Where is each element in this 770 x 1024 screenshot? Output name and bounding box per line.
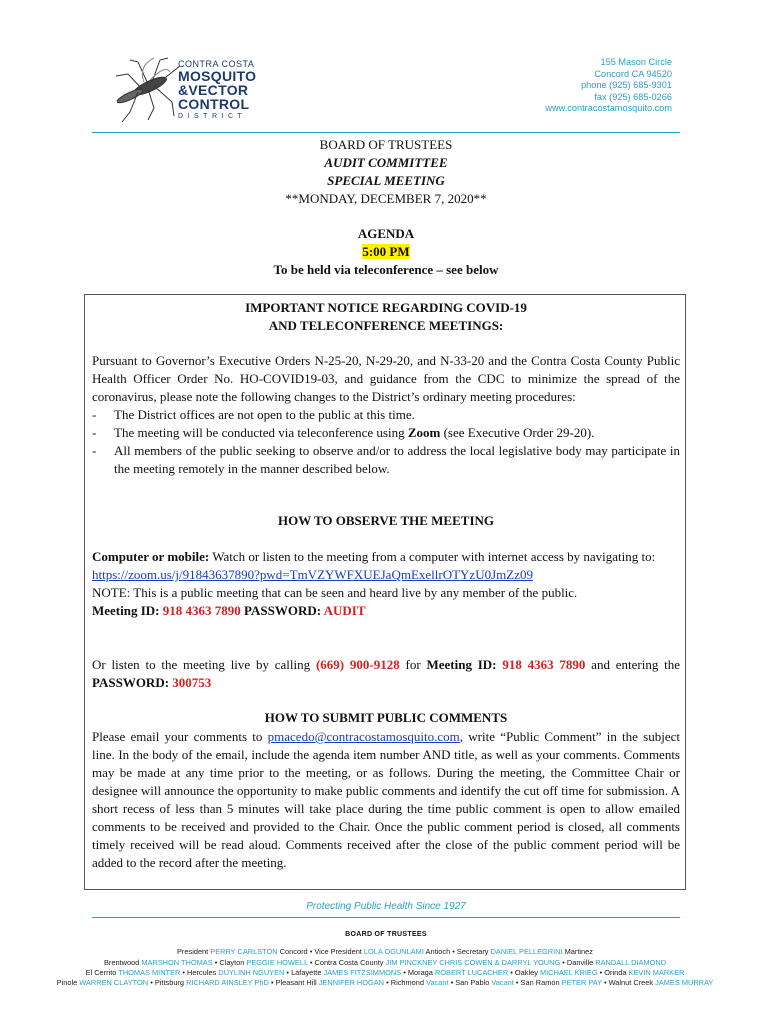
header-divider	[92, 132, 680, 133]
logo-line-2: MOSQUITO	[178, 68, 257, 84]
procedure-list	[92, 406, 680, 478]
notice-intro	[92, 352, 680, 478]
address-website[interactable]: www.contracostamosquito.com	[545, 103, 672, 113]
address-city: Concord CA 94520	[594, 68, 672, 79]
notice-intro-text: Pursuant to Governor’s Executive Orders N-25-20, N-29-20, and N-33-20 and the Contra Costa County Public Health Officer Order No. HO-COVID19-03, and guidance from the CDC to minimize the spread of the coronavirus, please note the following changes to the District’s ordinary meeting procedures:	[92, 353, 680, 404]
list-item: - The meeting will be conducted via teleconference using Zoom (see Executive Order 29-20).	[92, 424, 680, 442]
zoom-label: Zoom	[407, 425, 441, 440]
meeting-date: **MONDAY, DECEMBER 7, 2020**	[285, 191, 487, 206]
list-item: - All members of the public seeking to observe and/or to address the local legislative body may participate in the meeting remotely in the manner described below.	[92, 442, 680, 478]
committee-title: AUDIT COMMITTEE	[324, 155, 448, 170]
agenda-heading: AGENDA	[357, 226, 415, 241]
phone-number: (669) 900-9128	[315, 657, 400, 672]
logo-line-1: CONTRA COSTA	[178, 59, 255, 69]
observe-heading: HOW TO OBSERVE THE MEETING	[277, 513, 495, 528]
computer-label: Computer or mobile:	[92, 549, 210, 564]
board-title: BOARD OF TRUSTEES	[319, 137, 453, 152]
logo-line-4: CONTROL	[178, 96, 250, 112]
phone-password: 300753	[172, 675, 212, 690]
meeting-type: SPECIAL MEETING	[327, 173, 445, 188]
district-logo-text	[178, 60, 256, 120]
trustees-row-1: President PERRY CARLSTON Concord • Vice President LOLA OGUNLAMI Antioch • Secretary DANIEL PELLEGRINI Martinez	[177, 947, 593, 956]
trustees-row-3: El Cerrito THOMAS MINTER • Hercules DUYLINH NGUYEN • Lafayette JAMES FITZSIMMONS • Moraga ROBERT LUCACHER • Oakley MICHAEL KRIEG • Orinda KEVIN MARKER	[85, 968, 685, 977]
footer-divider	[92, 917, 680, 918]
password-value: AUDIT	[323, 603, 366, 618]
tagline: Protecting Public Health Since 1927	[306, 901, 466, 912]
comments-section: Please email your comments to pmacedo@contracostamosquito.com, write “Public Comment” in the subject line. In the body of the email, include the agenda item number AND title, as well as your comments. Comments may be made at any time prior to the meeting, or as follows. During the meeting, the Committee Chair or designee will announce the opportunity to make public comments and identify the cut off time for submission. A short recess of less than 5 minutes will take place during the time public comment is open to allow emailed comments to be received and provided to the Chair. Once the public comment period is closed, all comments timely received will be read aloud. Comments received after the close of the public comment period will be added to the record after the meeting.	[92, 729, 680, 870]
computer-text: Watch or listen to the meeting from a computer with internet access by navigating to:	[209, 549, 656, 564]
password-label: PASSWORD:	[240, 603, 324, 618]
logo-line-5: DISTRICT	[178, 113, 247, 120]
meeting-time: 5:00 PM	[362, 244, 410, 259]
phone-section: Or listen to the meeting live by calling (669) 900-9128 for Meeting ID: 918 4363 7890 and entering the PASSWORD: 300753	[92, 657, 680, 690]
list-item: - The District offices are not open to the public at this time.	[92, 406, 680, 424]
zoom-meeting-link[interactable]: https://zoom.us/j/91843637890?pwd=TmVZYWFXUEJaQmExellrOTYzU0JmZz09	[92, 567, 533, 582]
phone-meeting-id: 918 4363 7890	[502, 657, 586, 672]
address-fax: fax (925) 685-0266	[594, 91, 672, 102]
comments-email-link[interactable]: pmacedo@contracostamosquito.com	[267, 729, 460, 744]
address-street: 155 Mason Circle	[600, 57, 672, 67]
district-address	[545, 57, 672, 115]
meeting-id-value: 918 4363 7890	[162, 603, 241, 618]
observe-section	[92, 548, 680, 620]
notice-heading-2: AND TELECONFERENCE MEETINGS:	[268, 318, 504, 333]
footer-board-heading: BOARD OF TRUSTEES	[345, 931, 427, 938]
trustees-row-2: Brentwood MARSHON THOMAS • Clayton PEGGIE HOWELL • Contra Costa County JIM PINCKNEY CHRIS COWEN & DARRYL YOUNG • Danville RANDALL DIAMOND	[103, 958, 667, 967]
logo-line-3: &VECTOR	[178, 82, 249, 98]
comments-heading: HOW TO SUBMIT PUBLIC COMMENTS	[264, 710, 508, 725]
address-phone: phone (925) 685-9301	[581, 80, 672, 90]
teleconference-note: To be held via teleconference – see below	[273, 262, 499, 277]
trustees-row-4: Pinole WARREN CLAYTON • Pittsburg RICHARD AINSLEY PhD • Pleasant Hill JENNIFER HOGAN • Richmond Vacant • San Pablo Vacant • San Ramon PETER PAY • Walnut Creek JAMES MURRAY	[56, 978, 714, 987]
public-meeting-note: NOTE: This is a public meeting that can be seen and heard live by any member of the public.	[92, 585, 578, 600]
meeting-id-label: Meeting ID:	[92, 603, 163, 618]
notice-heading-1: IMPORTANT NOTICE REGARDING COVID-19	[245, 300, 527, 315]
